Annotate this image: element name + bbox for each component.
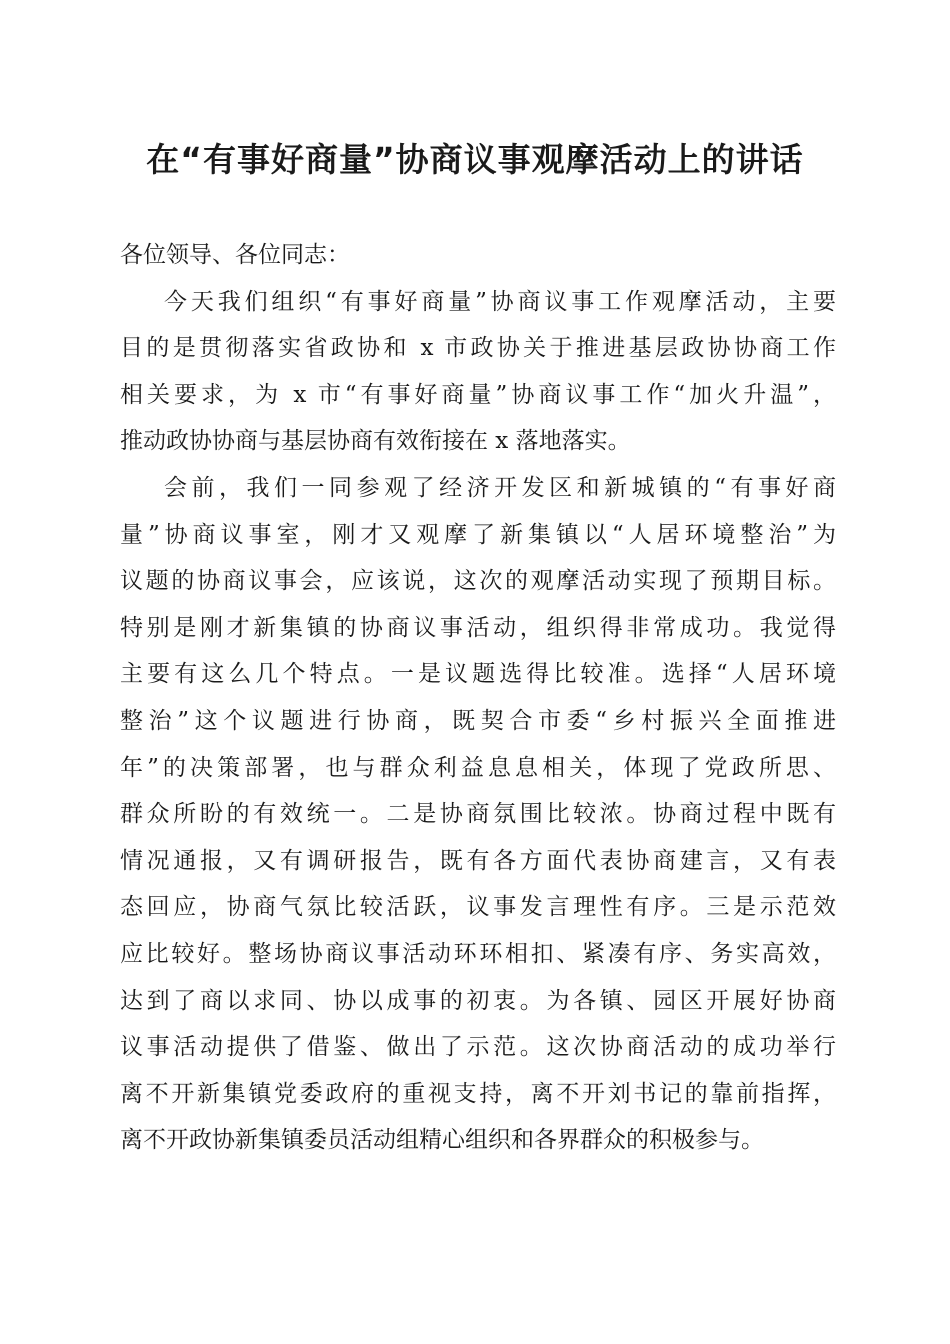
paragraph-line: 应比较好。整场协商议事活动环环相扣、紧凑有序、务实高效， (120, 940, 836, 967)
paragraph-2 (120, 465, 836, 1164)
document-title: 在“有事好商量”协商议事观摩活动上的讲话 (146, 140, 804, 179)
paragraph-line: 达到了商以求同、协以成事的初衷。为各镇、园区开展好协商 (120, 987, 836, 1014)
salutation: 各位领导、各位同志： (120, 242, 350, 268)
paragraph-line: 特别是刚才新集镇的协商议事活动，组织得非常成功。我觉得 (120, 614, 836, 641)
paragraph-line: 年”的决策部署，也与群众利益息息相关，体现了党政所思、 (120, 754, 836, 781)
paragraph-line: 今天我们组织“有事好商量”协商议事工作观摩活动，主要 (164, 288, 836, 315)
paragraph-line: 离不开政协新集镇委员活动组精心组织和各界群众的积极参与。 (120, 1127, 764, 1154)
paragraph-line: 目的是贯彻落实省政协和 x 市政协关于推进基层政协协商工作 (120, 335, 836, 362)
paragraph-line: 相关要求，为 x 市“有事好商量”协商议事工作“加火升温”， (120, 381, 836, 408)
paragraph-line: 整治”这个议题进行协商，既契合市委“乡村振兴全面推进 (120, 707, 836, 734)
document-body (120, 232, 836, 1164)
paragraph-line: 态回应，协商气氛比较活跃，议事发言理性有序。三是示范效 (120, 894, 836, 921)
paragraph-line: 推动政协协商与基层协商有效衔接在 x 落地落实。 (120, 428, 631, 455)
paragraph-line: 群众所盼的有效统一。二是协商氛围比较浓。协商过程中既有 (120, 801, 836, 828)
paragraph-line: 离不开新集镇党委政府的重视支持，离不开刘书记的靠前指挥， (120, 1080, 836, 1107)
paragraph-line: 会前，我们一同参观了经济开发区和新城镇的“有事好商 (164, 474, 836, 501)
paragraph-line: 议事活动提供了借鉴、做出了示范。这次协商活动的成功举行 (120, 1034, 836, 1061)
paragraph-line: 量”协商议事室，刚才又观摩了新集镇以“人居环境整治”为 (120, 521, 836, 548)
paragraph-1 (120, 279, 836, 465)
paragraph-line: 议题的协商议事会，应该说，这次的观摩活动实现了预期目标。 (120, 568, 836, 595)
paragraph-line: 情况通报，又有调研报告，既有各方面代表协商建言，又有表 (120, 847, 836, 874)
paragraph-line: 主要有这么几个特点。一是议题选得比较准。选择“人居环境 (120, 661, 836, 688)
